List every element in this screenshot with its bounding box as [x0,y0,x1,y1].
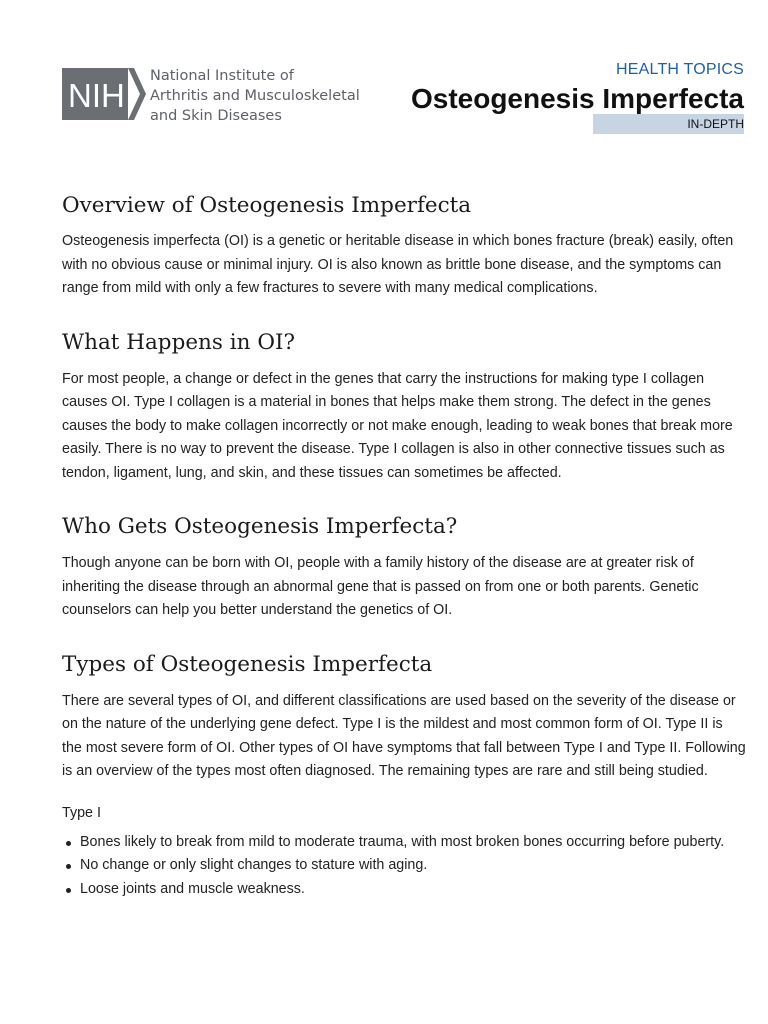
section-heading: What Happens in OI? [62,329,295,355]
institute-name-line: National Institute of [150,68,294,84]
page-header [0,0,768,140]
list-item: Loose joints and muscle weakness. [62,878,746,902]
types-section [62,647,746,902]
institute-name-line: and Skin Diseases [150,108,282,124]
type-i-label: Type I [62,804,101,821]
page-title: Osteogenesis Imperfecta [410,83,744,114]
title-block [364,60,744,131]
category-label[interactable]: HEALTH TOPICS [616,61,744,78]
section-heading: Overview of Osteogenesis Imperfecta [62,193,472,218]
section-body: Though anyone can be born with OI, people with a family history of the disease are at greater risk of inheriting the disease through an abnormal gene that is passed on from one or both parents. Genetic counselors can help you better understand the genetics of OI. [62,555,699,618]
section-body: There are several types of OI, and different classifications are used based on the severity of the disease or on the nature of the underlying gene defect. Type I is the mildest and most common form of OI. Type II is the most severe form of OI. Other types of OI have symptoms that fall between Type I and Type II. Following is an overview of the types most often diagnosed. The remaining types are rare and still being studied. [62,692,746,779]
nih-logo-icon [62,66,146,122]
in-depth-badge: IN-DEPTH [593,114,744,134]
what-happens-section [62,325,746,486]
institute-name [150,66,360,126]
institute-name-line: Arthritis and Musculoskeletal [150,88,360,104]
list-item: No change or only slight changes to stature with aging. [62,854,746,878]
list-item: Bones likely to break from mild to moderate trauma, with most broken bones occurring before puberty. [62,831,746,855]
section-body: For most people, a change or defect in the genes that carry the instructions for making type I collagen causes OI. Type I collagen is a material in bones that helps make them strong. The defect in the genes causes the body to make collagen incorrectly or not make enough, leading to weak bones that break more easily. There is no way to prevent the disease. Type I collagen is also in other connective tissues such as tendon, ligament, lung, and skin, and these tissues can sometimes be affected. [62,370,733,481]
who-gets-section [62,509,746,623]
section-body: Osteogenesis imperfecta (OI) is a genetic or heritable disease in which bones fracture (break) easily, often with no obvious cause or minimal injury. OI is also known as brittle bone disease, and the symptoms can range from mild with only a few fractures to severe with many medical complications. [62,233,734,296]
section-heading: Types of Osteogenesis Imperfecta [62,651,433,677]
niams-logo[interactable] [62,66,362,126]
main-content [62,188,746,925]
type-i-list [62,831,746,902]
section-heading: Who Gets Osteogenesis Imperfecta? [62,514,458,539]
nih-logo-abbrev: NIH [68,77,125,114]
overview-section [62,188,746,301]
